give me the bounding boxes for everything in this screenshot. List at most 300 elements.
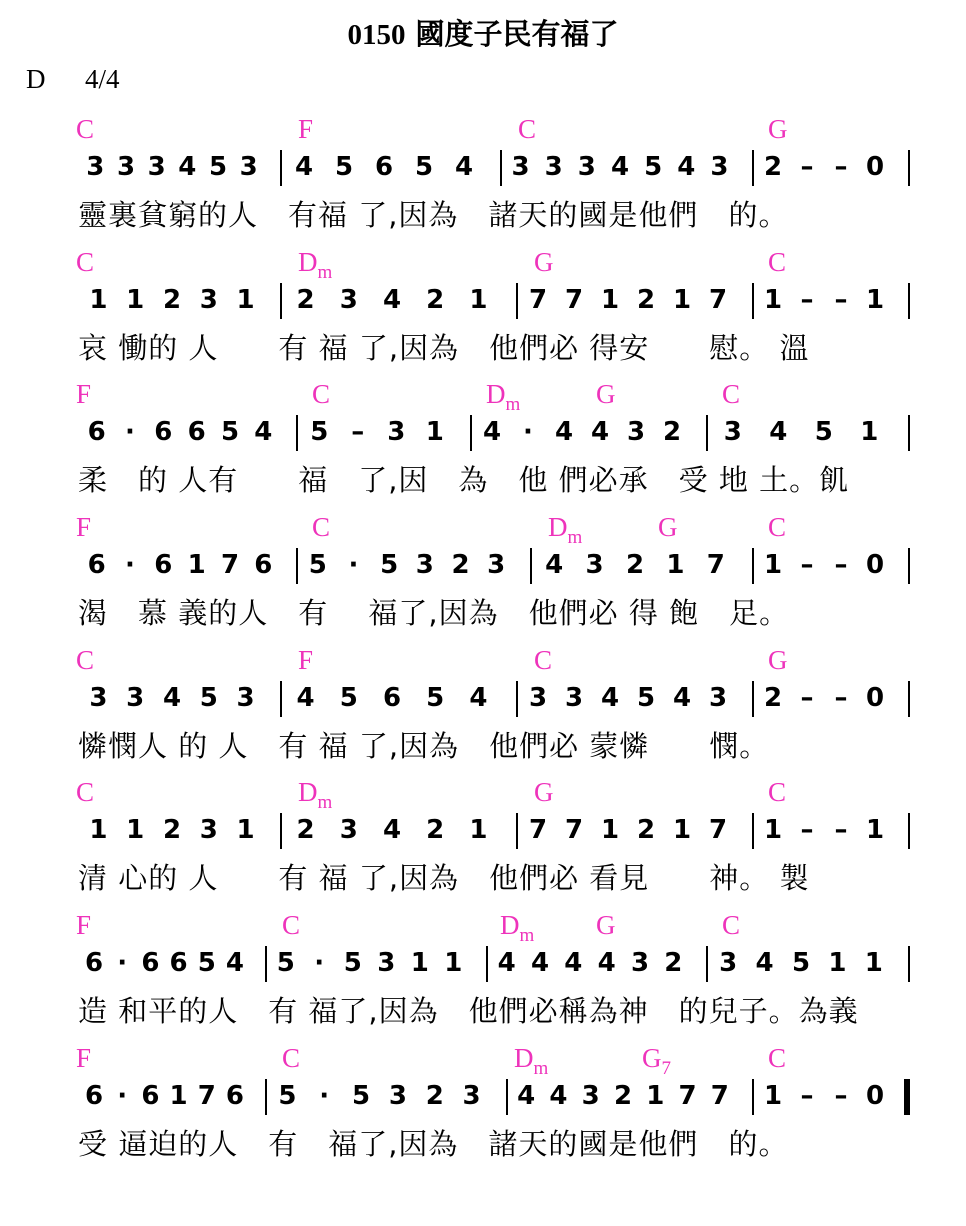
note: – — [834, 285, 848, 315]
note: 3 — [147, 152, 166, 182]
note: 1 — [763, 815, 783, 845]
note: 0 — [865, 152, 885, 182]
chord-quality: m — [519, 925, 535, 946]
chord-root: F — [76, 379, 92, 409]
note: 2 — [451, 550, 470, 580]
note: 5 — [380, 550, 399, 580]
note: 4 — [225, 948, 244, 978]
note: 6 — [154, 550, 173, 580]
note: 1 — [169, 1081, 188, 1111]
chord-symbol — [768, 247, 786, 277]
note: 1 — [860, 417, 879, 447]
key-label: D — [26, 64, 46, 94]
note: 2 — [425, 1081, 444, 1111]
chord-symbol — [768, 114, 788, 144]
note: 6 — [85, 948, 104, 978]
note: 3 — [377, 948, 396, 978]
note: – — [800, 1081, 814, 1111]
note: 4 — [382, 815, 402, 845]
note: 2 — [162, 285, 182, 315]
bar-line — [470, 415, 472, 451]
note: 1 — [828, 948, 847, 978]
note: 4 — [294, 152, 314, 182]
bar-line — [908, 415, 910, 451]
note: 2 — [636, 285, 656, 315]
note: · — [125, 417, 135, 447]
chord-symbol — [312, 512, 330, 542]
notation-line — [0, 675, 966, 719]
note: 1 — [865, 285, 885, 315]
note: – — [800, 550, 814, 580]
bar-line — [516, 813, 518, 849]
chord-symbol — [76, 114, 94, 144]
chord-symbol — [76, 247, 94, 277]
note: 4 — [162, 683, 182, 713]
note: – — [834, 683, 848, 713]
chord-symbol — [312, 379, 330, 409]
note: 4 — [254, 417, 273, 447]
note: – — [834, 1081, 848, 1111]
chord-root: D — [298, 247, 318, 277]
score-system — [0, 777, 966, 909]
note: 6 — [382, 683, 402, 713]
note: 2 — [296, 285, 315, 315]
bar-line — [265, 1079, 267, 1115]
note: 3 — [462, 1081, 481, 1111]
chord-root: C — [282, 910, 301, 940]
chord-symbol — [76, 512, 91, 542]
note: 2 — [426, 285, 445, 315]
song-number: 0150 — [347, 19, 406, 51]
note: 3 — [199, 815, 218, 845]
note: 6 — [141, 948, 160, 978]
note: 3 — [199, 285, 218, 315]
note: 4 — [545, 550, 564, 580]
note: – — [800, 285, 814, 315]
bar-line — [752, 150, 754, 186]
chord-symbol — [722, 379, 740, 409]
bar-line — [752, 1079, 754, 1115]
note: 2 — [296, 815, 315, 845]
note: 6 — [154, 417, 173, 447]
note: 3 — [89, 683, 108, 713]
chord-symbol — [658, 512, 678, 542]
note: 7 — [220, 550, 240, 580]
note: 5 — [308, 550, 327, 580]
chord-symbol — [596, 910, 616, 940]
note: 1 — [187, 550, 206, 580]
chord-quality: m — [505, 394, 521, 415]
bar-line — [752, 813, 754, 849]
note: 5 — [414, 152, 434, 182]
chord-symbol — [282, 1043, 300, 1073]
bar-line — [908, 283, 910, 319]
note: 2 — [763, 683, 783, 713]
lyric-line: 靈裏貧窮的人 有福 了,因為 諸天的國是他們 的。 — [78, 198, 789, 232]
note: 1 — [444, 948, 463, 978]
chord-symbol — [298, 114, 313, 144]
note: 4 — [600, 683, 620, 713]
chord-symbol — [534, 645, 552, 675]
note: 7 — [564, 815, 584, 845]
chord-root: C — [312, 379, 331, 409]
note: 4 — [597, 948, 616, 978]
chord-root: D — [298, 777, 318, 807]
chord-root: G — [642, 1043, 662, 1073]
note: 0 — [865, 1081, 885, 1111]
chord-root: C — [722, 379, 741, 409]
note: 3 — [511, 152, 530, 182]
note: · — [117, 1081, 128, 1111]
note: 3 — [415, 550, 434, 580]
note: 7 — [197, 1081, 216, 1111]
note: 1 — [236, 285, 255, 315]
note: 7 — [528, 815, 548, 845]
chord-symbol — [534, 247, 554, 277]
lyric-line: 受 逼迫的人 有 福了,因為 諸天的國是他們 的。 — [78, 1127, 789, 1161]
note: 2 — [763, 152, 783, 182]
chord-quality: m — [567, 527, 583, 548]
note: 4 — [517, 1081, 536, 1111]
note: 1 — [425, 417, 444, 447]
note: 4 — [610, 152, 630, 182]
chord-root: F — [298, 114, 314, 144]
note: · — [117, 948, 128, 978]
chord-quality: m — [317, 792, 333, 813]
notation-line — [0, 940, 966, 984]
chord-root: C — [768, 247, 787, 277]
score-system — [0, 114, 966, 246]
note: 5 — [644, 152, 663, 182]
note: – — [800, 152, 814, 182]
note: 7 — [528, 285, 548, 315]
bar-line — [908, 681, 910, 717]
bar-line — [500, 150, 502, 186]
note: 3 — [388, 1081, 407, 1111]
note: 1 — [89, 285, 108, 315]
note: 7 — [710, 1081, 729, 1111]
note: 2 — [162, 815, 182, 845]
chord-root: G — [596, 910, 616, 940]
chord-symbol — [76, 1043, 91, 1073]
bar-line — [296, 415, 298, 451]
notation-line — [0, 542, 966, 586]
bar-line — [280, 283, 282, 319]
notation-line — [0, 277, 966, 321]
note: · — [348, 550, 359, 580]
note: 3 — [387, 417, 406, 447]
lyric-line: 渴 慕 義的人 有 福了,因為 他們必 得 飽 足。 — [78, 596, 790, 630]
chord-root: C — [534, 645, 553, 675]
chord-root: G — [768, 645, 788, 675]
bar-line — [908, 813, 910, 849]
note: 5 — [276, 948, 295, 978]
note: 7 — [708, 285, 728, 315]
note: 3 — [339, 285, 358, 315]
note: 2 — [625, 550, 645, 580]
note: 1 — [646, 1081, 665, 1111]
chord-symbol — [596, 379, 616, 409]
note: 3 — [564, 683, 584, 713]
note: 0 — [865, 683, 885, 713]
chord-root: C — [768, 512, 787, 542]
note: 6 — [254, 550, 273, 580]
note: – — [800, 683, 814, 713]
chord-root: C — [76, 645, 95, 675]
note: 1 — [410, 948, 429, 978]
bar-line — [752, 681, 754, 717]
note: – — [834, 152, 848, 182]
note: 5 — [814, 417, 833, 447]
note: · — [314, 948, 325, 978]
chord-root: C — [282, 1043, 301, 1073]
note: 4 — [296, 683, 315, 713]
note: 1 — [865, 815, 885, 845]
note: 3 — [126, 683, 145, 713]
note: 5 — [426, 683, 445, 713]
note: · — [125, 550, 135, 580]
lyric-line: 憐憫人 的 人 有 福 了,因為 他們必 蒙憐 憫。 — [78, 729, 770, 763]
note: 5 — [197, 948, 216, 978]
note: 4 — [497, 948, 516, 978]
notation-line — [0, 144, 966, 188]
chord-symbol — [722, 910, 740, 940]
chord-root: C — [76, 777, 95, 807]
note: 1 — [89, 815, 108, 845]
chord-root: C — [76, 247, 95, 277]
chord-symbol — [76, 379, 91, 409]
note: 7 — [708, 815, 728, 845]
bar-line — [908, 946, 910, 982]
chord-root: F — [76, 512, 92, 542]
note: – — [800, 815, 814, 845]
note: 1 — [469, 285, 488, 315]
note: 6 — [225, 1081, 244, 1111]
bar-line — [752, 283, 754, 319]
note: – — [351, 417, 365, 447]
note: 5 — [310, 417, 329, 447]
score-system — [0, 512, 966, 644]
lyric-line: 哀 慟的 人 有 福 了,因為 他們必 得安 慰。 溫 — [78, 331, 810, 365]
chord-root: G — [596, 379, 616, 409]
note: 1 — [600, 815, 620, 845]
note: 3 — [585, 550, 604, 580]
note: 2 — [664, 948, 683, 978]
bar-line — [706, 415, 708, 451]
note: 4 — [549, 1081, 568, 1111]
song-title-text: 國度子民有福了 — [415, 17, 619, 51]
score-system — [0, 1043, 966, 1175]
note: 3 — [544, 152, 563, 182]
note: 1 — [763, 1081, 783, 1111]
chord-quality: m — [533, 1058, 549, 1079]
chord-root: D — [548, 512, 568, 542]
note: 4 — [755, 948, 774, 978]
note: 6 — [141, 1081, 160, 1111]
note: · — [523, 417, 533, 447]
note: 6 — [85, 1081, 104, 1111]
bar-line — [752, 548, 754, 584]
bar-line — [280, 681, 282, 717]
chord-quality: 7 — [661, 1058, 671, 1079]
bar-line — [486, 946, 488, 982]
note: 2 — [613, 1081, 633, 1111]
note: 6 — [87, 550, 106, 580]
note: 5 — [334, 152, 354, 182]
note: 1 — [469, 815, 488, 845]
note: 6 — [169, 948, 188, 978]
note: 3 — [577, 152, 596, 182]
note: 1 — [672, 285, 692, 315]
note: 6 — [374, 152, 394, 182]
note: 4 — [769, 417, 788, 447]
note: 4 — [590, 417, 610, 447]
note: 4 — [454, 152, 474, 182]
chord-symbol — [76, 777, 94, 807]
note: 3 — [626, 417, 646, 447]
note: 5 — [343, 948, 362, 978]
chord-root: C — [768, 777, 787, 807]
chord-symbol — [298, 645, 313, 675]
chord-root: D — [500, 910, 520, 940]
note: 7 — [678, 1081, 697, 1111]
note: 1 — [672, 815, 692, 845]
chord-root: C — [76, 114, 95, 144]
note: 5 — [220, 417, 240, 447]
note: 1 — [763, 285, 783, 315]
chord-symbol — [768, 1043, 786, 1073]
bar-line — [908, 150, 910, 186]
chord-root: F — [76, 1043, 92, 1073]
note: 3 — [528, 683, 548, 713]
note: 6 — [87, 417, 106, 447]
lyric-line: 柔 的 人有 福 了,因 為 他 們必承 受 地 土。飢 — [78, 463, 850, 497]
note: 3 — [86, 152, 105, 182]
note: 2 — [662, 417, 682, 447]
chord-symbol — [76, 910, 91, 940]
note: 5 — [791, 948, 811, 978]
bar-line — [706, 946, 708, 982]
note: 4 — [382, 285, 402, 315]
chord-symbol — [518, 114, 536, 144]
chord-root: C — [768, 1043, 787, 1073]
chord-symbol — [534, 777, 554, 807]
note: 4 — [469, 683, 488, 713]
note: 4 — [554, 417, 574, 447]
bar-line — [296, 548, 298, 584]
chord-symbol — [768, 777, 786, 807]
note: 4 — [482, 417, 502, 447]
note: 4 — [672, 683, 692, 713]
chord-symbol — [768, 645, 788, 675]
notation-line — [0, 807, 966, 851]
note: 3 — [723, 417, 742, 447]
note: · — [319, 1081, 330, 1111]
note: 3 — [581, 1081, 600, 1111]
note: 1 — [126, 285, 145, 315]
note: 3 — [487, 550, 506, 580]
chord-root: D — [514, 1043, 534, 1073]
note: 7 — [564, 285, 584, 315]
note: – — [834, 550, 848, 580]
note: 5 — [352, 1081, 371, 1111]
chord-symbol — [282, 910, 300, 940]
chord-symbol — [76, 645, 94, 675]
time-signature: 4/4 — [85, 64, 120, 94]
chord-root: C — [312, 512, 331, 542]
note: 5 — [339, 683, 358, 713]
note: 3 — [630, 948, 650, 978]
notation-line — [0, 409, 966, 453]
song-title — [0, 12, 966, 53]
note: 3 — [710, 152, 729, 182]
note: 7 — [706, 550, 725, 580]
note: 3 — [339, 815, 358, 845]
note: 1 — [763, 550, 783, 580]
note: 4 — [178, 152, 197, 182]
notation-line — [0, 1073, 966, 1117]
note: 5 — [278, 1081, 297, 1111]
chord-root: D — [486, 379, 506, 409]
note: 2 — [426, 815, 445, 845]
bar-line — [516, 681, 518, 717]
note: 3 — [236, 683, 255, 713]
note: 1 — [600, 285, 620, 315]
bar-line — [280, 150, 282, 186]
bar-line — [265, 946, 267, 982]
chord-root: F — [298, 645, 314, 675]
note: 1 — [126, 815, 145, 845]
chord-quality: m — [317, 262, 333, 283]
bar-line — [280, 813, 282, 849]
final-bar-line — [904, 1079, 909, 1115]
bar-line — [506, 1079, 508, 1115]
note: 5 — [636, 683, 656, 713]
note: 3 — [708, 683, 728, 713]
note: 1 — [666, 550, 685, 580]
note: 4 — [564, 948, 583, 978]
note: 3 — [719, 948, 738, 978]
chord-root: G — [768, 114, 788, 144]
note: 0 — [865, 550, 885, 580]
key-signature — [26, 64, 120, 95]
note: 4 — [677, 152, 696, 182]
lyric-line: 造 和平的人 有 福了,因為 他們必稱為神 的兒子。為義 — [78, 994, 859, 1028]
chord-root: C — [722, 910, 741, 940]
chord-root: F — [76, 910, 92, 940]
note: 6 — [187, 417, 206, 447]
chord-root: G — [534, 777, 554, 807]
bar-line — [516, 283, 518, 319]
bar-line — [908, 548, 910, 584]
lyric-line: 清 心的 人 有 福 了,因為 他們必 看見 神。 製 — [78, 861, 810, 895]
score-system — [0, 910, 966, 1042]
score-system — [0, 379, 966, 511]
chord-root: G — [534, 247, 554, 277]
chord-root: G — [658, 512, 678, 542]
chord-root: C — [518, 114, 537, 144]
chord-symbol — [768, 512, 786, 542]
bar-line — [530, 548, 532, 584]
score-system — [0, 247, 966, 379]
note: 3 — [239, 152, 258, 182]
note: 1 — [236, 815, 255, 845]
note: – — [834, 815, 848, 845]
note: 4 — [530, 948, 550, 978]
note: 5 — [199, 683, 218, 713]
note: 3 — [116, 152, 136, 182]
score-system — [0, 645, 966, 777]
